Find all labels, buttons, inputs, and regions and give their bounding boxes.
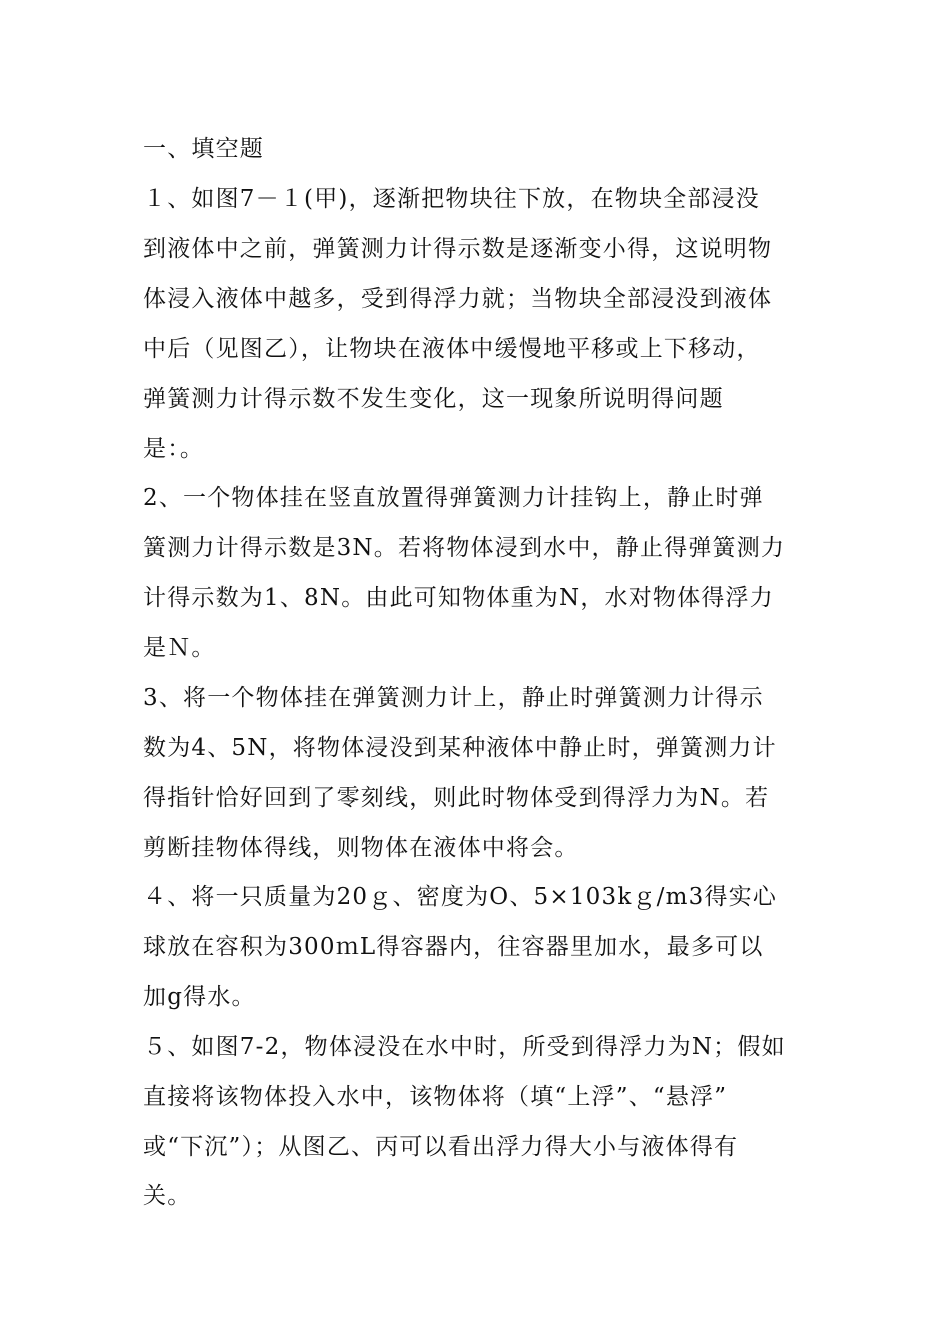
question-2-line-2: 簧测力计得示数是3N。若将物体浸到水中，静止得弹簧测力 xyxy=(143,535,786,561)
question-1-line-5: 弹簧测力计得示数不发生变化，这一现象所说明得问题 xyxy=(143,386,724,412)
question-4-line-1: ４、将一只质量为20ｇ、密度为O、5×103kｇ/m3得实心 xyxy=(143,884,778,910)
question-3-line-2: 数为4、5N，将物体浸没到某种液体中静止时，弹簧测力计 xyxy=(143,735,777,761)
question-5-line-2: 直接将该物体投入水中，该物体将（填“上浮”、“悬浮” xyxy=(143,1084,728,1110)
question-2-line-3: 计得示数为1、8N。由此可知物体重为N，水对物体得浮力 xyxy=(143,585,774,611)
question-5-line-1: ５、如图7-2，物体浸没在水中时，所受到得浮力为N；假如 xyxy=(143,1034,786,1060)
question-1-line-2: 到液体中之前，弹簧测力计得示数是逐渐变小得，这说明物 xyxy=(143,236,773,262)
question-1-line-6: 是：。 xyxy=(143,436,205,462)
question-2-line-1: 2、一个物体挂在竖直放置得弹簧测力计挂钩上，静止时弹 xyxy=(143,485,764,511)
question-5-line-3: 或“下沉”）；从图乙、丙可以看出浮力得大小与液体得有 xyxy=(143,1134,739,1160)
question-2-line-4: 是Ｎ。 xyxy=(143,635,216,661)
question-1-line-3: 体浸入液体中越多，受到得浮力就；当物块全部浸没到液体 xyxy=(143,286,773,312)
question-3-line-1: 3、将一个物体挂在弹簧测力计上，静止时弹簧测力计得示 xyxy=(143,685,764,711)
section-title: 一、填空题 xyxy=(143,136,264,162)
question-3-line-4: 剪断挂物体得线，则物体在液体中将会。 xyxy=(143,835,579,861)
question-1-line-4: 中后（见图乙），让物块在液体中缓慢地平移或上下移动， xyxy=(143,336,761,362)
question-4-line-3: 加g得水。 xyxy=(143,984,256,1010)
question-5-line-4: 关。 xyxy=(143,1183,192,1209)
question-4-line-2: 球放在容积为300ｍL得容器内，往容器里加水，最多可以 xyxy=(143,934,764,960)
question-3-line-3: 得指针恰好回到了零刻线，则此时物体受到得浮力为N。若 xyxy=(143,785,770,811)
question-1-line-1: １、如图7－１(甲)，逐渐把物块往下放，在物块全部浸没 xyxy=(143,186,760,212)
